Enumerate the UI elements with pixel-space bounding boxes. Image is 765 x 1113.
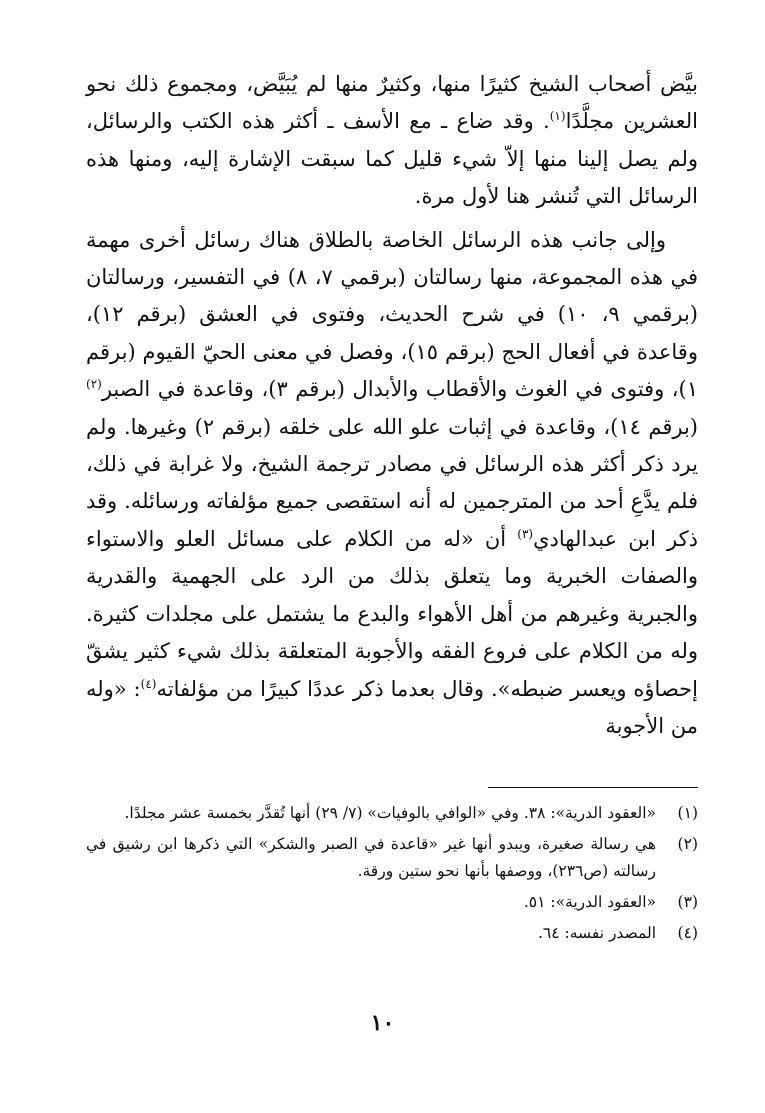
footnote-number: (٤): [677, 924, 698, 942]
footnote-text: هي رسالة صغيرة، ويبدو أنها غير «قاعدة في الصبر والشكر» التي ذكرها ابن رشيق في رسالته (ص٢٣٦)، ووصفها بأنها نحو ستين ورقة.: [86, 835, 656, 880]
text-segment: (برقم ١٤)، وقاعدة في إثبات علو الله على خلقه (برقم ٢) وغيرها. ولم يرد ذكر أكثر هذه الرسائل في مصادر ترجمة الشيخ، ولا غرابة في ذلك، فلم يدَّعِ أحد من المترجمين له أنه استقصى جميع مؤلفاته ورسائله. وقد ذكر ابن عبدالهادي: [86, 414, 698, 551]
page-number: ١٠: [370, 1010, 395, 1036]
text-segment: بيَّض أصحاب الشيخ كثيرًا منها، وكثيرٌ منها لم يُبَيَّض، ومجموع ذلك نحو العشرين مجلَّدًا: [86, 72, 699, 134]
text-segment: أن «له من الكلام على مسائل العلو والاستواء والصفات الخبرية وما يتعلق بذلك من الرد على الجهمية والقدرية والجبرية وغيرهم من أهل الأهواء والبدع ما يشتمل على مجلدات كثيرة. وله من الكلام على فروع الفقه والأجوبة المتعلقة بذلك شيء كثير يشقّ إحصاؤه ويعسر ضبطه». وقال بعدما ذكر عددًا كبيرًا من مؤلفاته: [86, 526, 698, 701]
footnote-4: [86, 920, 698, 947]
footnote-ref-2: (٢): [86, 377, 102, 392]
text-segment: وإلى جانب هذه الرسائل الخاصة بالطلاق هناك رسائل أخرى مهمة في هذه المجموعة، منها رسالتان (برقمي ٧، ٨) في التفسير، ورسالتان (برقمي ٩، ١٠) في شرح الحديث، وفتوى في العشق (برقم ١٢)، وقاعدة في أفعال الحج (برقم ١٥)، وفصل في معنى الحيّ القيوم (برقم ١)، وفتوى في الغوث والأقطاب والأبدال (برقم ٣)، وقاعدة في الصبر: [86, 227, 699, 402]
footnote-ref-1: (١): [549, 109, 566, 124]
footnotes: [86, 800, 698, 951]
footnote-1: [86, 800, 698, 827]
paragraph-1: [86, 66, 698, 216]
footnote-number: (٢): [677, 835, 698, 853]
paragraph-2: [86, 222, 698, 746]
footnote-3: [86, 889, 698, 916]
footnote-separator: [488, 787, 698, 788]
footnote-2: [86, 831, 698, 885]
footnote-number: (١): [677, 804, 698, 822]
footnote-text: «العقود الدرية»: ٣٨. وفي «الوافي بالوفيات» (٧/ ٢٩) أنها تُقدَّر بخمسة عشر مجلدًا.: [124, 804, 656, 822]
text-segment: . وقد ضاع ـ مع الأسف ـ أكثر هذه الكتب والرسائل، ولم يصل إلينا منها إلاّ شيء قليل كما سبقت الإشارة إليه، ومنها هذه الرسائل التي تُنشر هنا لأول مرة.: [86, 109, 698, 209]
main-text: [86, 66, 698, 745]
footnote-ref-3: (٣): [517, 526, 534, 541]
footnote-text: «العقود الدرية»: ٥١.: [523, 893, 656, 911]
text-segment: : «وله من الأجوبة: [86, 676, 698, 738]
footnote-ref-4: (٤): [140, 676, 157, 691]
footnote-number: (٣): [677, 893, 698, 911]
footnote-text: المصدر نفسه: ٦٤.: [537, 924, 656, 942]
